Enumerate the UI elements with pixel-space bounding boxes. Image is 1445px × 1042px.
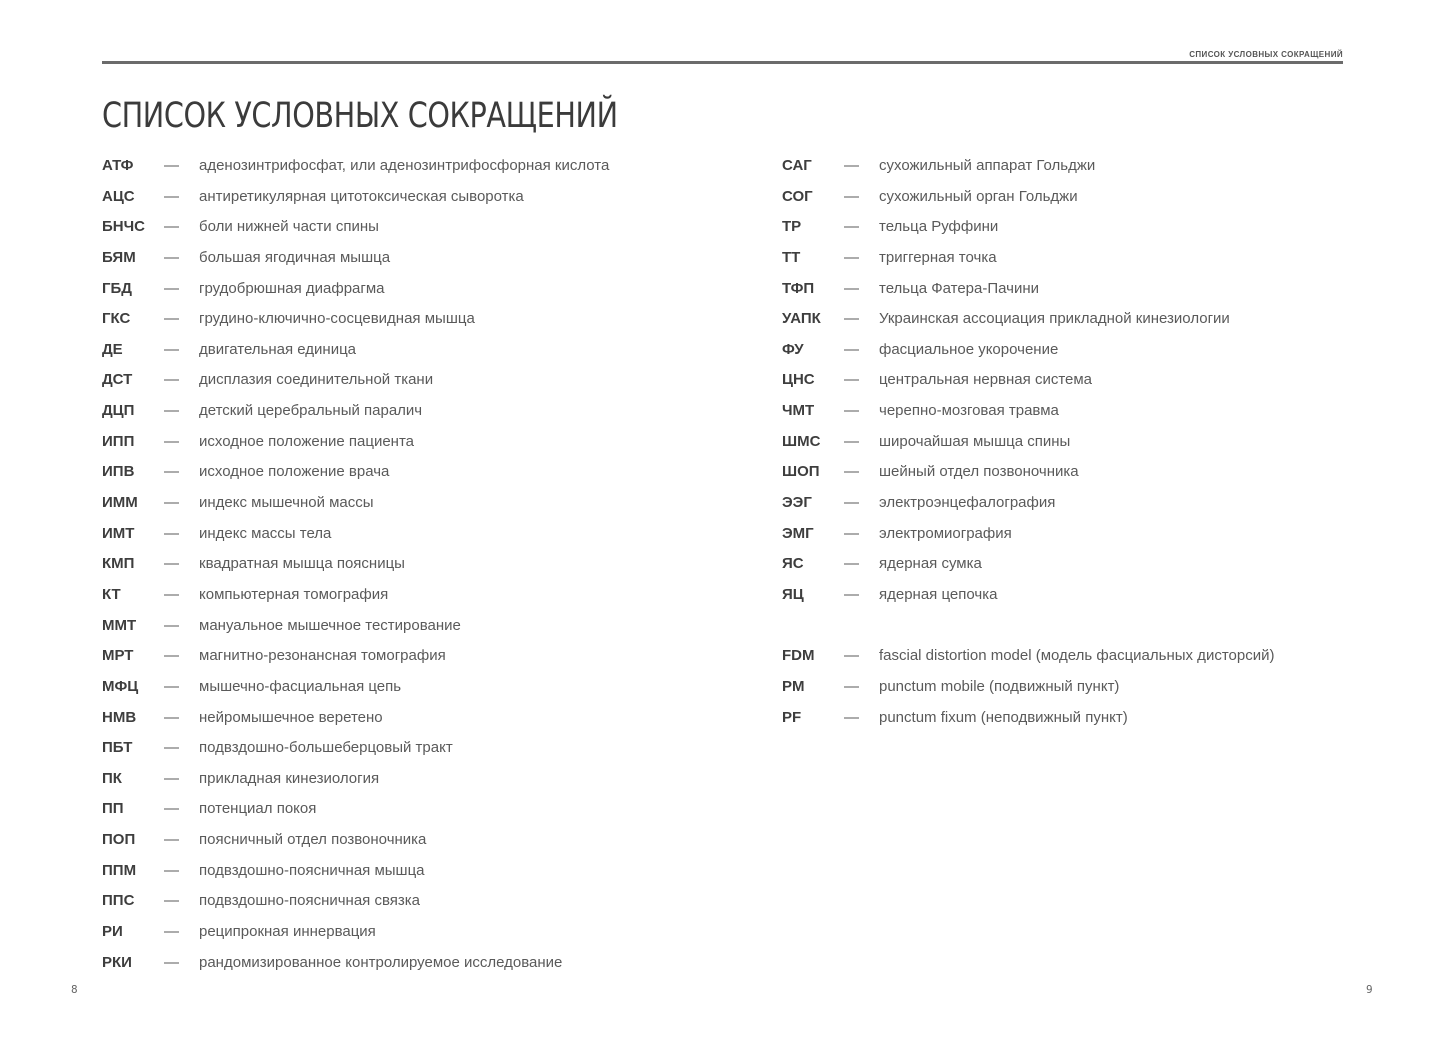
em-dash-separator: — xyxy=(844,218,859,236)
em-dash-separator: — xyxy=(844,310,859,328)
em-dash-separator: — xyxy=(164,953,179,971)
abbreviation-definition: fascial distortion model (модель фасциальных дисторсий) xyxy=(879,647,1275,665)
abbreviation-term: ИМТ xyxy=(102,524,135,542)
em-dash-separator: — xyxy=(844,279,859,297)
abbreviation-definition: компьютерная томография xyxy=(199,585,389,603)
abbreviation-term: ИММ xyxy=(102,494,138,512)
em-dash-separator: — xyxy=(164,248,179,266)
abbreviation-definition: рандомизированное контролируемое исследование xyxy=(199,953,563,971)
em-dash-separator: — xyxy=(164,616,179,634)
abbreviation-definition: двигательная единица xyxy=(199,340,357,358)
abbreviation-definition: квадратная мышца поясницы xyxy=(199,555,405,573)
abbreviation-definition: исходное положение врача xyxy=(199,463,390,481)
abbreviation-term: ММТ xyxy=(102,616,137,634)
abbreviation-definition: широчайшая мышца спины xyxy=(879,432,1071,450)
abbreviation-term: БЯМ xyxy=(102,248,136,266)
em-dash-separator: — xyxy=(844,371,859,389)
abbreviation-definition: фасциальное укорочение xyxy=(879,340,1059,358)
abbreviation-term: МРТ xyxy=(102,647,134,665)
abbreviation-term: ГКС xyxy=(102,310,131,328)
abbreviation-definition: исходное положение пациента xyxy=(199,432,414,450)
abbreviation-definition: индекс массы тела xyxy=(199,524,332,542)
em-dash-separator: — xyxy=(844,708,859,726)
abbreviation-term: ПБТ xyxy=(102,739,133,757)
abbreviation-definition: сухожильный аппарат Гольджи xyxy=(879,157,1096,174)
em-dash-separator: — xyxy=(164,769,179,787)
header-rule xyxy=(102,61,1343,64)
em-dash-separator: — xyxy=(844,248,859,266)
abbreviation-definition: магнитно-резонансная томография xyxy=(199,647,446,665)
em-dash-separator: — xyxy=(844,402,859,420)
em-dash-separator: — xyxy=(844,647,859,665)
abbreviation-definition: мышечно-фасциальная цепь xyxy=(199,677,402,695)
em-dash-separator: — xyxy=(844,524,859,542)
abbreviation-term: FDM xyxy=(782,647,815,665)
em-dash-separator: — xyxy=(164,524,179,542)
em-dash-separator: — xyxy=(164,432,179,450)
abbreviation-definition: ядерная сумка xyxy=(879,555,982,573)
abbreviation-term: ППМ xyxy=(102,861,137,879)
abbreviation-term: ПК xyxy=(102,769,122,787)
em-dash-separator: — xyxy=(164,861,179,879)
em-dash-separator: — xyxy=(164,157,179,174)
page-title: СПИСОК УСЛОВНЫХ СОКРАЩЕНИЙ xyxy=(102,96,618,136)
abbreviation-term: АЦС xyxy=(102,187,135,205)
abbreviation-definition: аденозинтрифосфат, или аденозинтрифосфорная кислота xyxy=(199,157,610,174)
em-dash-separator: — xyxy=(844,677,859,695)
abbreviation-term: ПОП xyxy=(102,831,136,849)
abbreviation-term: ППС xyxy=(102,892,135,910)
abbreviation-definition: мануальное мышечное тестирование xyxy=(199,616,461,634)
abbreviation-term: ЭЭГ xyxy=(782,494,812,512)
em-dash-separator: — xyxy=(844,157,859,174)
em-dash-separator: — xyxy=(164,279,179,297)
page-number-left: 8 xyxy=(71,983,78,996)
em-dash-separator: — xyxy=(164,187,179,205)
em-dash-separator: — xyxy=(844,340,859,358)
em-dash-separator: — xyxy=(844,463,859,481)
abbreviation-definition: детский церебральный паралич xyxy=(199,402,423,420)
abbreviation-definition: электроэнцефалография xyxy=(879,494,1056,512)
em-dash-separator: — xyxy=(844,494,859,512)
em-dash-separator: — xyxy=(844,187,859,205)
running-header: СПИСОК УСЛОВНЫХ СОКРАЩЕНИЙ xyxy=(1189,50,1343,59)
abbreviation-definition: центральная нервная система xyxy=(879,371,1093,389)
em-dash-separator: — xyxy=(844,555,859,573)
abbreviation-term: ТР xyxy=(782,218,802,236)
em-dash-separator: — xyxy=(164,585,179,603)
em-dash-separator: — xyxy=(164,739,179,757)
abbreviation-term: РИ xyxy=(102,923,123,941)
abbreviation-term: ДЕ xyxy=(102,340,123,358)
abbreviation-term: PM xyxy=(782,677,805,695)
abbreviation-definition: тельца Фатера-Пачини xyxy=(879,279,1040,297)
abbreviation-term: ФУ xyxy=(782,340,804,358)
abbreviation-term: ПП xyxy=(102,800,124,818)
abbreviation-definition: дисплазия соединительной ткани xyxy=(199,371,434,389)
em-dash-separator: — xyxy=(164,218,179,236)
em-dash-separator: — xyxy=(164,892,179,910)
abbreviation-definition: подвздошно-большеберцовый тракт xyxy=(199,739,453,757)
em-dash-separator: — xyxy=(164,402,179,420)
em-dash-separator: — xyxy=(164,831,179,849)
abbreviation-definition: большая ягодичная мышца xyxy=(199,248,391,266)
abbreviation-definition: боли нижней части спины xyxy=(199,218,379,236)
em-dash-separator: — xyxy=(844,585,859,603)
em-dash-separator: — xyxy=(164,708,179,726)
abbreviation-definition: punctum fixum (неподвижный пункт) xyxy=(879,708,1128,726)
abbreviation-definition: антиретикулярная цитотоксическая сыворотка xyxy=(199,187,524,205)
abbreviation-definition: нейромышечное веретено xyxy=(199,708,383,726)
abbreviation-term: ДСТ xyxy=(102,371,133,389)
abbreviation-term: КТ xyxy=(102,585,121,603)
abbreviation-term: ЦНС xyxy=(782,371,815,389)
abbreviation-definition: потенциал покоя xyxy=(199,800,317,818)
abbreviation-definition: тельца Руффини xyxy=(879,218,999,236)
em-dash-separator: — xyxy=(164,463,179,481)
abbreviation-term: ТТ xyxy=(782,248,801,266)
em-dash-separator: — xyxy=(164,340,179,358)
abbreviation-term: САГ xyxy=(782,157,812,174)
abbreviation-term: БНЧС xyxy=(102,218,145,236)
abbreviation-term: ИПВ xyxy=(102,463,135,481)
abbreviation-term: ШМС xyxy=(782,432,821,450)
abbreviation-term: ТФП xyxy=(782,279,815,297)
abbreviation-definition: грудино-ключично-сосцевидная мышца xyxy=(199,310,475,328)
em-dash-separator: — xyxy=(164,371,179,389)
abbreviation-definition: поясничный отдел позвоночника xyxy=(199,831,427,849)
abbreviation-definition: сухожильный орган Гольджи xyxy=(879,187,1078,205)
em-dash-separator: — xyxy=(164,677,179,695)
em-dash-separator: — xyxy=(844,432,859,450)
abbreviation-term: ИПП xyxy=(102,432,135,450)
abbreviation-term: СОГ xyxy=(782,187,813,205)
abbreviation-term: АТФ xyxy=(102,157,134,174)
abbreviation-term: УАПК xyxy=(782,310,821,328)
page-number-right: 9 xyxy=(1366,983,1373,996)
abbreviation-definition: грудобрюшная диафрагма xyxy=(199,279,385,297)
abbreviation-definition: Украинская ассоциация прикладной кинезиологии xyxy=(879,310,1230,328)
abbreviation-term: ЯЦ xyxy=(782,585,804,603)
em-dash-separator: — xyxy=(164,555,179,573)
abbreviation-definition: индекс мышечной массы xyxy=(199,494,374,512)
abbreviation-term: PF xyxy=(782,708,802,726)
abbreviation-term: ЧМТ xyxy=(782,402,815,420)
abbreviation-definition: punctum mobile (подвижный пункт) xyxy=(879,677,1120,695)
abbreviation-definition: ядерная цепочка xyxy=(879,585,998,603)
abbreviation-definition: прикладная кинезиология xyxy=(199,769,380,787)
abbreviation-definition: подвздошно-поясничная мышца xyxy=(199,861,425,879)
abbreviation-term: ЯС xyxy=(782,555,804,573)
abbreviation-definition: шейный отдел позвоночника xyxy=(879,463,1079,481)
abbreviation-term: ГБД xyxy=(102,279,132,297)
abbreviation-term: МФЦ xyxy=(102,677,139,695)
abbreviation-term: ШОП xyxy=(782,463,820,481)
em-dash-separator: — xyxy=(164,494,179,512)
abbreviation-definition: триггерная точка xyxy=(879,248,997,266)
abbreviation-term: ДЦП xyxy=(102,402,135,420)
em-dash-separator: — xyxy=(164,800,179,818)
em-dash-separator: — xyxy=(164,310,179,328)
abbreviation-definition: подвздошно-поясничная связка xyxy=(199,892,421,910)
abbreviation-term: КМП xyxy=(102,555,135,573)
abbreviation-term: ЭМГ xyxy=(782,524,814,542)
abbreviation-definition: реципрокная иннервация xyxy=(199,923,376,941)
abbreviation-term: РКИ xyxy=(102,953,132,971)
abbreviation-term: НМВ xyxy=(102,708,137,726)
em-dash-separator: — xyxy=(164,647,179,665)
abbreviation-definition: черепно-мозговая травма xyxy=(879,402,1059,420)
abbreviation-definition: электромиография xyxy=(879,524,1012,542)
em-dash-separator: — xyxy=(164,923,179,941)
